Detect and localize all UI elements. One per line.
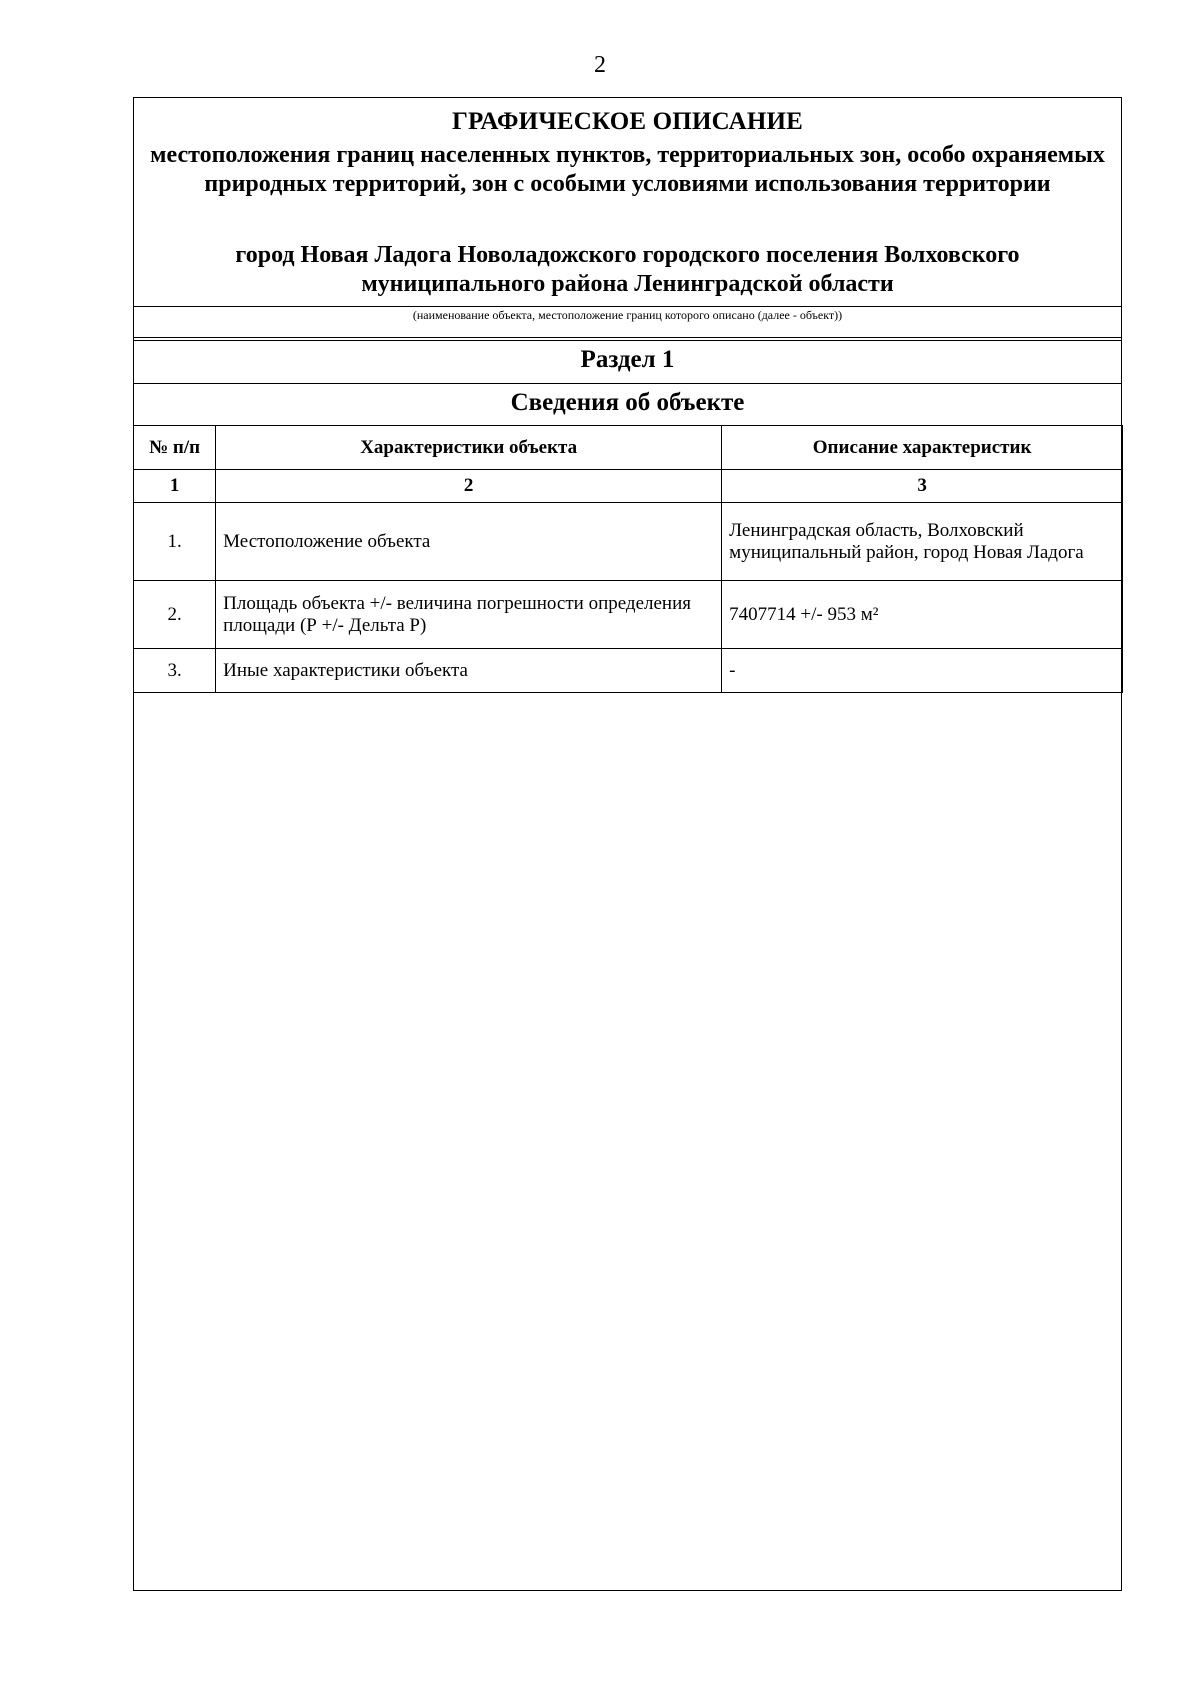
row-characteristic: Местоположение объекта — [216, 503, 722, 581]
divider — [134, 306, 1121, 307]
header-number: № п/п — [134, 426, 216, 470]
row-description: - — [722, 649, 1123, 693]
section-subtitle: Сведения об объекте — [510, 389, 745, 416]
divider — [134, 340, 1121, 341]
column-number: 1 — [134, 470, 216, 503]
page-number: 2 — [594, 52, 606, 78]
table-row — [134, 503, 1123, 581]
document-frame — [133, 97, 1122, 1591]
table-row — [134, 649, 1123, 693]
row-number: 2. — [134, 581, 216, 649]
header-description: Описание характеристик — [722, 426, 1123, 470]
row-characteristic: Площадь объекта +/- величина погрешности определения площади (Р +/- Дельта Р) — [216, 581, 722, 649]
divider — [134, 337, 1121, 338]
object-note: (наименование объекта, местоположение границ которого описано (далее - объект)) — [412, 308, 843, 322]
row-description: Ленинградская область, Волховский муниципальный район, город Новая Ладога — [722, 503, 1123, 581]
column-number-row — [134, 470, 1123, 503]
divider — [134, 383, 1121, 384]
object-name: город Новая Ладога Новоладожского городского поселения Волховского муниципального района Ленинградской области — [235, 242, 1020, 297]
row-characteristic: Иные характеристики объекта — [216, 649, 722, 693]
row-description: 7407714 +/- 953 м² — [722, 581, 1123, 649]
column-number: 2 — [216, 470, 722, 503]
table-header-row — [134, 426, 1123, 470]
document-subtitle: местоположения границ населенных пунктов, территориальных зон, особо охраняемых природных территорий, зон с особыми условиями использования территории — [150, 142, 1105, 197]
row-number: 3. — [134, 649, 216, 693]
column-number: 3 — [722, 470, 1123, 503]
properties-table — [133, 425, 1123, 693]
document-title: ГРАФИЧЕСКОЕ ОПИСАНИЕ — [451, 108, 804, 135]
header-characteristics: Характеристики объекта — [216, 426, 722, 470]
section-title: Раздел 1 — [580, 346, 675, 373]
row-number: 1. — [134, 503, 216, 581]
table-row — [134, 581, 1123, 649]
document-header — [134, 98, 1121, 306]
